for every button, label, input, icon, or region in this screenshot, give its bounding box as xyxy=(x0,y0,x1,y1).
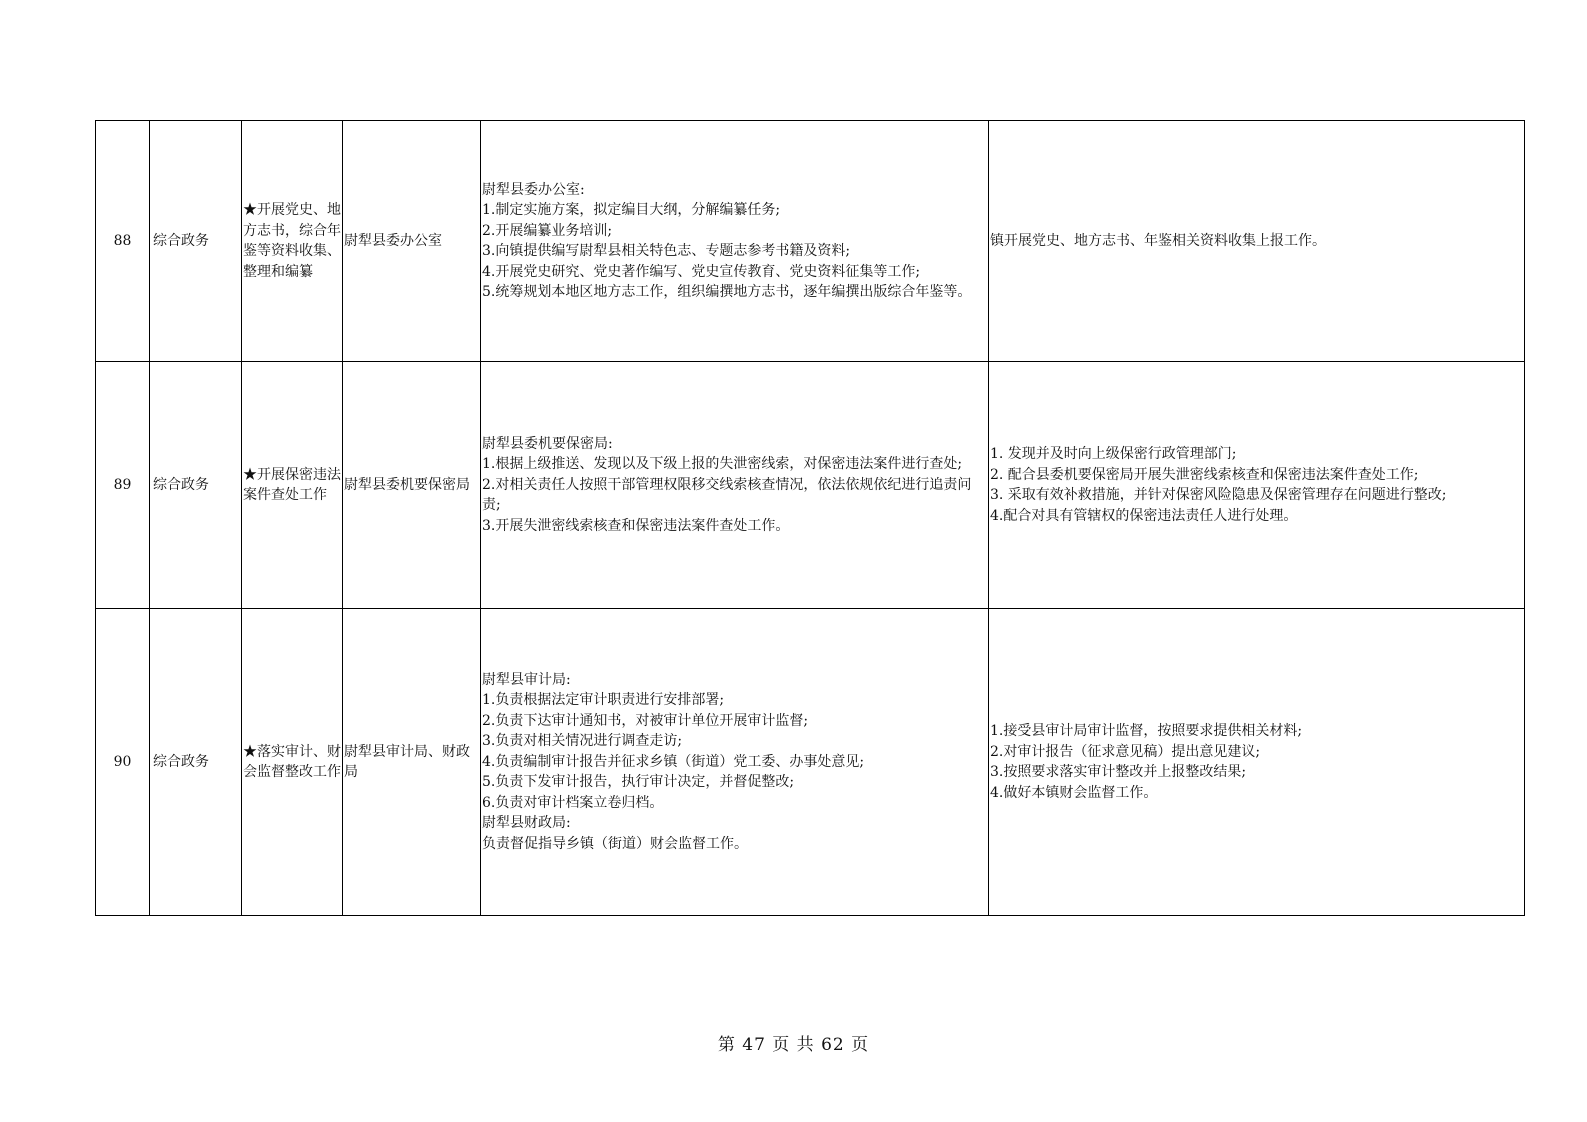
county-duty-line: 负责督促指导乡镇（街道）财会监督工作。 xyxy=(482,835,748,852)
row-number: 89 xyxy=(96,362,150,609)
dept-cell: 尉犁县委机要保密局 xyxy=(343,362,481,609)
town-duty-line: 4.做好本镇财会监督工作。 xyxy=(990,784,1158,801)
town-duty-cell xyxy=(989,121,1525,362)
county-duty-line: 2.对相关责任人按照干部管理权限移交线索核查情况，依法依规依纪进行追责问责; xyxy=(482,476,972,514)
county-duty-line: 5.负责下发审计报告，执行审计决定，并督促整改; xyxy=(482,774,795,791)
dept-cell: 尉犁县审计局、财政局 xyxy=(343,609,481,916)
county-duty-cell xyxy=(481,609,989,916)
county-duty-line: 尉犁县委办公室: xyxy=(482,181,585,198)
county-duty-cell xyxy=(481,362,989,609)
county-duty-line: 6.负责对审计档案立卷归档。 xyxy=(482,794,664,811)
table-row xyxy=(96,362,1525,609)
town-duty-line: 4.配合对具有管辖权的保密违法责任人进行处理。 xyxy=(990,507,1298,524)
responsibility-table xyxy=(95,120,1525,916)
town-duty-line: 3.按照要求落实审计整改并上报整改结果; xyxy=(990,764,1247,780)
county-duty-line: 1.制定实施方案，拟定编目大纲，分解编纂任务; xyxy=(482,202,781,218)
county-duty-line: 1.负责根据法定审计职责进行安排部署; xyxy=(482,692,725,709)
table-row xyxy=(96,609,1525,916)
category-cell: 综合政务 xyxy=(150,362,242,609)
county-duty-line: 尉犁县审计局: xyxy=(482,671,571,688)
county-duty-line: 3.开展失泄密线索核查和保密违法案件查处工作。 xyxy=(482,517,790,534)
town-duty-line: 镇开展党史、地方志书、年鉴相关资料收集上报工作。 xyxy=(990,232,1326,249)
county-duty-line: 5.统筹规划本地区地方志工作，组织编撰地方志书，逐年编撰出版综合年鉴等。 xyxy=(482,284,972,300)
town-duty-line: 1.接受县审计局审计监督，按照要求提供相关材料; xyxy=(990,723,1303,739)
category-cell: 综合政务 xyxy=(150,121,242,362)
town-duty-line: 2.对审计报告（征求意见稿）提出意见建议; xyxy=(990,743,1261,760)
town-duty-cell xyxy=(989,362,1525,609)
county-duty-line: 3.向镇提供编写尉犁县相关特色志、专题志参考书籍及资料; xyxy=(482,243,851,259)
town-duty-cell xyxy=(989,609,1525,916)
county-duty-line: 4.负责编制审计报告并征求乡镇（街道）党工委、办事处意见; xyxy=(482,753,865,770)
town-duty-line: 3. 采取有效补救措施，并针对保密风险隐患及保密管理存在问题进行整改; xyxy=(990,487,1447,503)
county-duty-cell xyxy=(481,121,989,362)
item-cell: ★开展党史、地方志书，综合年鉴等资料收集、整理和编纂 xyxy=(242,121,343,362)
county-duty-line: 尉犁县财政局: xyxy=(482,815,571,832)
dept-cell: 尉犁县委办公室 xyxy=(343,121,481,362)
county-duty-line: 2.负责下达审计通知书，对被审计单位开展审计监督; xyxy=(482,712,809,729)
row-number: 90 xyxy=(96,609,150,916)
item-cell: ★开展保密违法案件查处工作 xyxy=(242,362,343,609)
county-duty-line: 4.开展党史研究、党史著作编写、党史宣传教育、党史资料征集等工作; xyxy=(482,263,921,280)
page-footer: 第 47 页 共 62 页 xyxy=(717,1035,870,1055)
category-cell: 综合政务 xyxy=(150,609,242,916)
town-duty-line: 2. 配合县委机要保密局开展失泄密线索核查和保密违法案件查处工作; xyxy=(990,466,1419,483)
county-duty-line: 2.开展编纂业务培训; xyxy=(482,222,613,239)
county-duty-line: 尉犁县委机要保密局: xyxy=(482,435,613,452)
county-duty-line: 1.根据上级推送、发现以及下级上报的失泄密线索，对保密违法案件进行查处; xyxy=(482,456,963,473)
row-number: 88 xyxy=(96,121,150,362)
town-duty-line: 1. 发现并及时向上级保密行政管理部门; xyxy=(990,446,1237,462)
county-duty-line: 3.负责对相关情况进行调查走访; xyxy=(482,733,683,750)
item-cell: ★落实审计、财会监督整改工作 xyxy=(242,609,343,916)
table-row xyxy=(96,121,1525,362)
